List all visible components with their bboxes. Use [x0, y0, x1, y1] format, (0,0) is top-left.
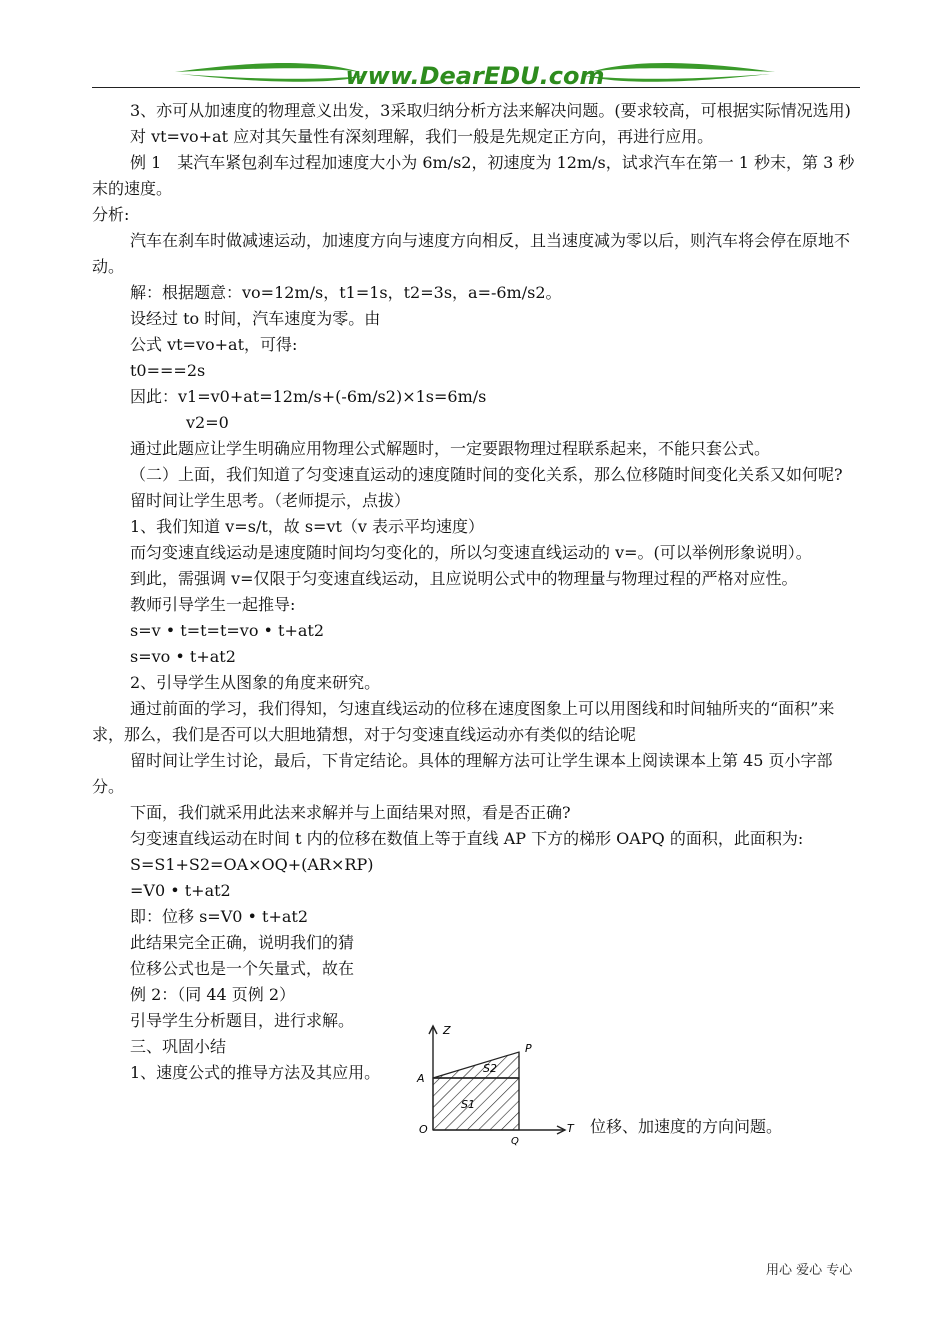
paragraph: S=S1+S2=OA×OQ+(AR×RP)	[130, 855, 374, 874]
paragraph: 通过此题应让学生明确应用物理公式解题时，一定要跟物理过程联系起来，不能只套公式。	[130, 439, 771, 458]
paragraph: 下面，我们就采用此法来求解并与上面结果对照，看是否正确?	[130, 803, 571, 822]
paragraph: 三、巩固小结	[130, 1037, 227, 1056]
point-q-label: Q	[511, 1136, 519, 1146]
paragraph: 对 vt=vo+at 应对其矢量性有深刻理解，我们一般是先规定正方向，再进行应用。	[130, 127, 714, 146]
figure-caption: 位移、加速度的方向问题。	[590, 1117, 783, 1136]
header-rule	[92, 87, 860, 88]
paragraph: 留时间让学生讨论，最后，下肯定结论。具体的理解方法可让学生课本上阅读课本上第 45 页小字部分。	[92, 751, 833, 796]
paragraph: 引导学生分析题目，进行求解。	[130, 1011, 355, 1030]
paragraph: 解：根据题意：vo=12m/s，t1=1s，t2=3s，a=-6m/s2。	[130, 283, 562, 302]
paragraph: 匀变速直线运动在时间 t 内的位移在数值上等于直线 AP 下方的梯形 OAPQ 的面积，此面积为:	[130, 829, 804, 848]
paragraph: s=vo • t+at2	[130, 647, 236, 666]
paragraph: 设经过 to 时间，汽车速度为零。由	[130, 309, 381, 328]
point-p-label: P	[525, 1042, 532, 1055]
paragraph: =V0 • t+at2	[130, 881, 231, 900]
paragraph: 位移公式也是一个矢量式，故在	[130, 959, 355, 978]
paragraph: 教师引导学生一起推导:	[130, 595, 296, 614]
v-axis-label: Z	[443, 1024, 451, 1037]
paragraph: s=v • t=t=t=vo • t+at2	[130, 621, 325, 640]
footer-text: 用心 爱心 专心	[766, 1263, 853, 1278]
paragraph: 留时间让学生思考。（老师提示，点拔）	[130, 491, 411, 510]
paragraph: 此结果完全正确，说明我们的猜	[130, 933, 355, 952]
paragraph: 公式 vt=vo+at，可得:	[130, 335, 298, 354]
t-axis-label: T	[567, 1122, 574, 1135]
paragraph: 3、亦可从加速度的物理意义出发，3采取归纳分析方法来解决问题。(要求较高，可根据实际情况选用)	[130, 101, 851, 120]
header-logo-text: www.DearEDU.com	[345, 62, 605, 90]
paragraph: 汽车在刹车时做减速运动，加速度方向与速度方向相反，且当速度减为零以后，则汽车将会停在原地不动。	[92, 231, 851, 276]
point-a-label: A	[417, 1072, 425, 1085]
paragraph: 1、我们知道 v=s/t，故 s=vt（v 表示平均速度）	[130, 517, 485, 536]
paragraph: 例 1 某汽车紧包刹车过程加速度大小为 6m/s2，初速度为 12m/s，试求汽车在第一 1 秒末，第 3 秒末的速度。	[92, 153, 855, 198]
paragraph: 分析:	[92, 205, 130, 224]
paragraph: 即：位移 s=V0 • t+at2	[130, 907, 309, 926]
document-body	[92, 98, 862, 1086]
paragraph: v2=0	[186, 413, 229, 432]
paragraph: 例 2：（同 44 页例 2）	[130, 985, 296, 1004]
paragraph: 2、引导学生从图象的角度来研究。	[130, 673, 381, 692]
paragraph: 而匀变速直线运动是速度随时间均匀变化的，所以匀变速直线运动的 v=。(可以举例形象说明）。	[130, 543, 812, 562]
paragraph: 1、速度公式的推导方法及其应用。	[130, 1063, 381, 1082]
area-s1-label: S1	[461, 1098, 475, 1111]
paragraph: 因此：v1=v0+at=12m/s+(-6m/s2)×1s=6m/s	[130, 387, 487, 406]
paragraph: 到此，需强调 v=仅限于匀变速直线运动，且应说明公式中的物理量与物理过程的严格对应性。	[130, 569, 798, 588]
origin-label: O	[419, 1123, 428, 1136]
paragraph: （二）上面，我们知道了匀变速直运动的速度随时间的变化关系，那么位移随时间变化关系又如何呢?	[130, 465, 843, 484]
area-s2-label: S2	[483, 1062, 497, 1075]
paragraph: 通过前面的学习，我们得知，匀速直线运动的位移在速度图象上可以用图线和时间轴所夹的“面积”来求，那么，我们是否可以大胆地猜想，对于匀变速直线运动亦有类似的结论呢	[92, 699, 835, 744]
paragraph: t0===2s	[130, 361, 206, 380]
velocity-time-figure	[405, 1022, 585, 1146]
